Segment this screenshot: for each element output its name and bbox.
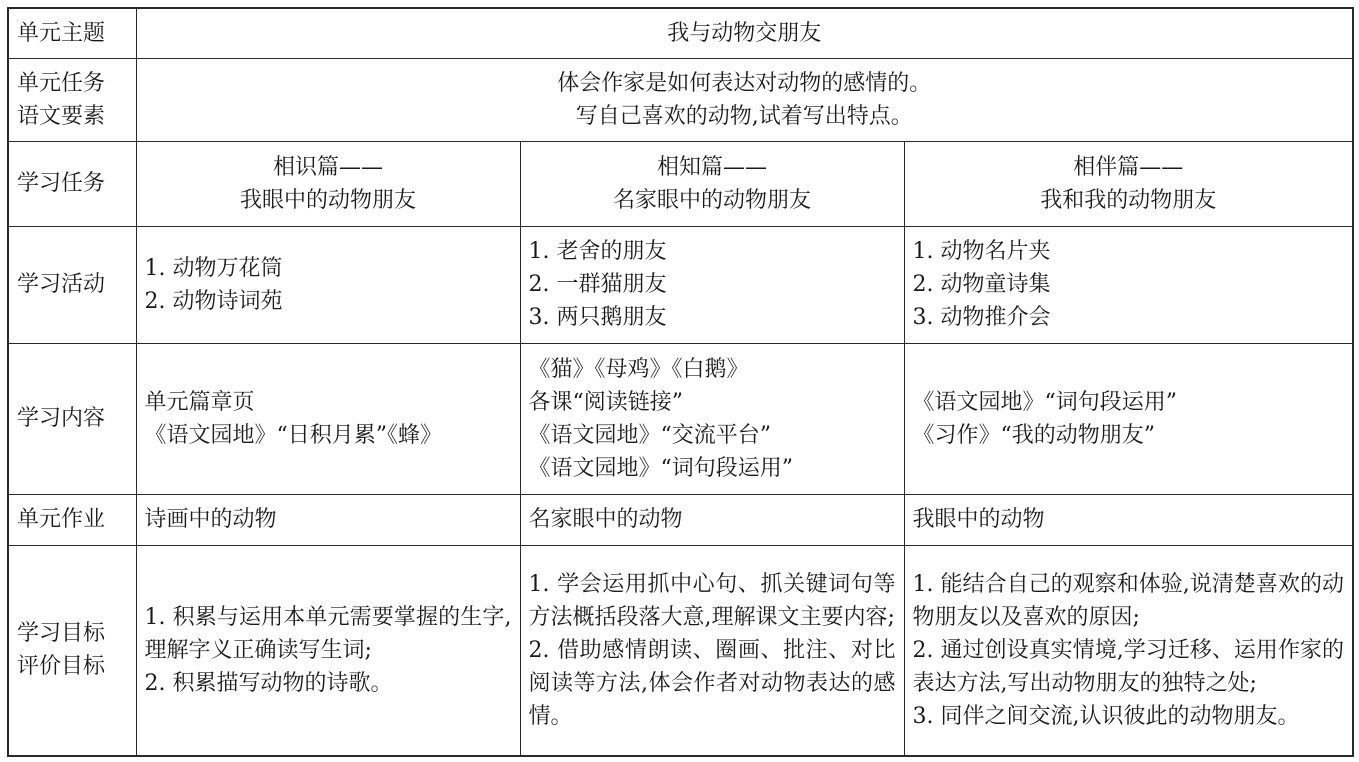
value-unit-task [136, 58, 1353, 141]
unit-plan-table [7, 7, 1354, 757]
task-3-title: 相伴篇—— [1073, 154, 1184, 180]
activity-cell-1 [136, 226, 520, 343]
label-unit-task-line1: 单元任务 [17, 70, 106, 96]
label-learning-tasks: 学习任务 [8, 141, 136, 226]
label-learning-goals: 学习目标 [17, 621, 106, 647]
unit-plan-document [7, 7, 1352, 755]
unit-task-text: 体会作家是如何表达对动物的感情的。 [557, 70, 932, 96]
label-learning-content: 学习内容 [8, 343, 136, 494]
activity-2-item-2: 2. 一群猫朋友 [528, 272, 667, 297]
content-1-item-2: 《语文园地》“日积月累”《蜂》 [144, 422, 442, 448]
row-learning-content [8, 343, 1353, 494]
goals-cell-3: 1. 能结合自己的观察和体验,说清楚喜欢的动物朋友以及喜欢的原因; 2. 通过创设真实情境,学习迁移、运用作家的表达方法,写出动物朋友的独特之处; 3. 同伴之间交流,认识彼此的动物朋友。 [904, 545, 1353, 756]
label-evaluation-goals: 评价目标 [17, 654, 106, 680]
content-cell-1 [136, 343, 520, 494]
goals-cell-1: 1. 积累与运用本单元需要掌握的生字,理解字义正确读写生词; 2. 积累描写动物的诗歌。 [136, 545, 520, 756]
task-cell-2 [520, 141, 904, 226]
content-3-item-2: 《习作》“我的动物朋友” [912, 422, 1155, 448]
task-3-subtitle: 我和我的动物朋友 [1040, 187, 1217, 213]
homework-cell-3: 我眼中的动物 [904, 494, 1353, 545]
content-2-item-4: 《语文园地》“词句段运用” [528, 455, 793, 481]
label-unit-task [8, 58, 136, 141]
activity-3-item-1: 1. 动物名片夹 [912, 239, 1051, 264]
task-cell-1 [136, 141, 520, 226]
activity-1-item-2: 2. 动物诗词苑 [144, 288, 283, 314]
label-goals [8, 545, 136, 756]
content-3-item-1: 《语文园地》“词句段运用” [912, 389, 1177, 415]
task-cell-3 [904, 141, 1353, 226]
activity-2-item-3: 3. 两只鹅朋友 [528, 305, 667, 330]
activity-1-item-1: 1. 动物万花筒 [144, 255, 283, 281]
content-1-item-1: 单元篇章页 [144, 389, 255, 415]
activity-cell-3 [904, 226, 1353, 343]
label-language-elements: 语文要素 [17, 103, 106, 129]
activity-3-item-2: 2. 动物童诗集 [912, 272, 1051, 297]
content-2-item-3: 《语文园地》“交流平台” [528, 422, 771, 448]
language-elements-text: 写自己喜欢的动物,试着写出特点。 [575, 103, 913, 129]
row-unit-task [8, 58, 1353, 141]
content-cell-2 [520, 343, 904, 494]
row-unit-theme [8, 8, 1353, 58]
row-learning-activities [8, 226, 1353, 343]
task-2-title: 相知篇—— [656, 154, 767, 180]
content-2-item-1: 《猫》《母鸡》《白鹅》 [528, 356, 749, 382]
task-1-title: 相识篇—— [272, 154, 383, 180]
row-unit-homework [8, 494, 1353, 545]
activity-cell-2 [520, 226, 904, 343]
activity-3-item-3: 3. 动物推介会 [912, 305, 1051, 330]
goals-cell-2: 1. 学会运用抓中心句、抓关键词句等方法概括段落大意,理解课文主要内容; 2. 借助感情朗读、圈画、批注、对比阅读等方法,体会作者对动物表达的感情。 [520, 545, 904, 756]
task-2-subtitle: 名家眼中的动物朋友 [612, 187, 811, 213]
value-unit-theme: 我与动物交朋友 [136, 8, 1353, 58]
content-cell-3 [904, 343, 1353, 494]
label-unit-theme: 单元主题 [8, 8, 136, 58]
task-1-subtitle: 我眼中的动物朋友 [239, 187, 416, 213]
activity-2-item-1: 1. 老舍的朋友 [528, 239, 667, 264]
content-2-item-2: 各课“阅读链接” [528, 389, 683, 415]
homework-cell-2: 名家眼中的动物 [520, 494, 904, 545]
label-unit-homework: 单元作业 [8, 494, 136, 545]
row-learning-tasks [8, 141, 1353, 226]
row-goals [8, 545, 1353, 756]
homework-cell-1: 诗画中的动物 [136, 494, 520, 545]
label-learning-activities: 学习活动 [8, 226, 136, 343]
